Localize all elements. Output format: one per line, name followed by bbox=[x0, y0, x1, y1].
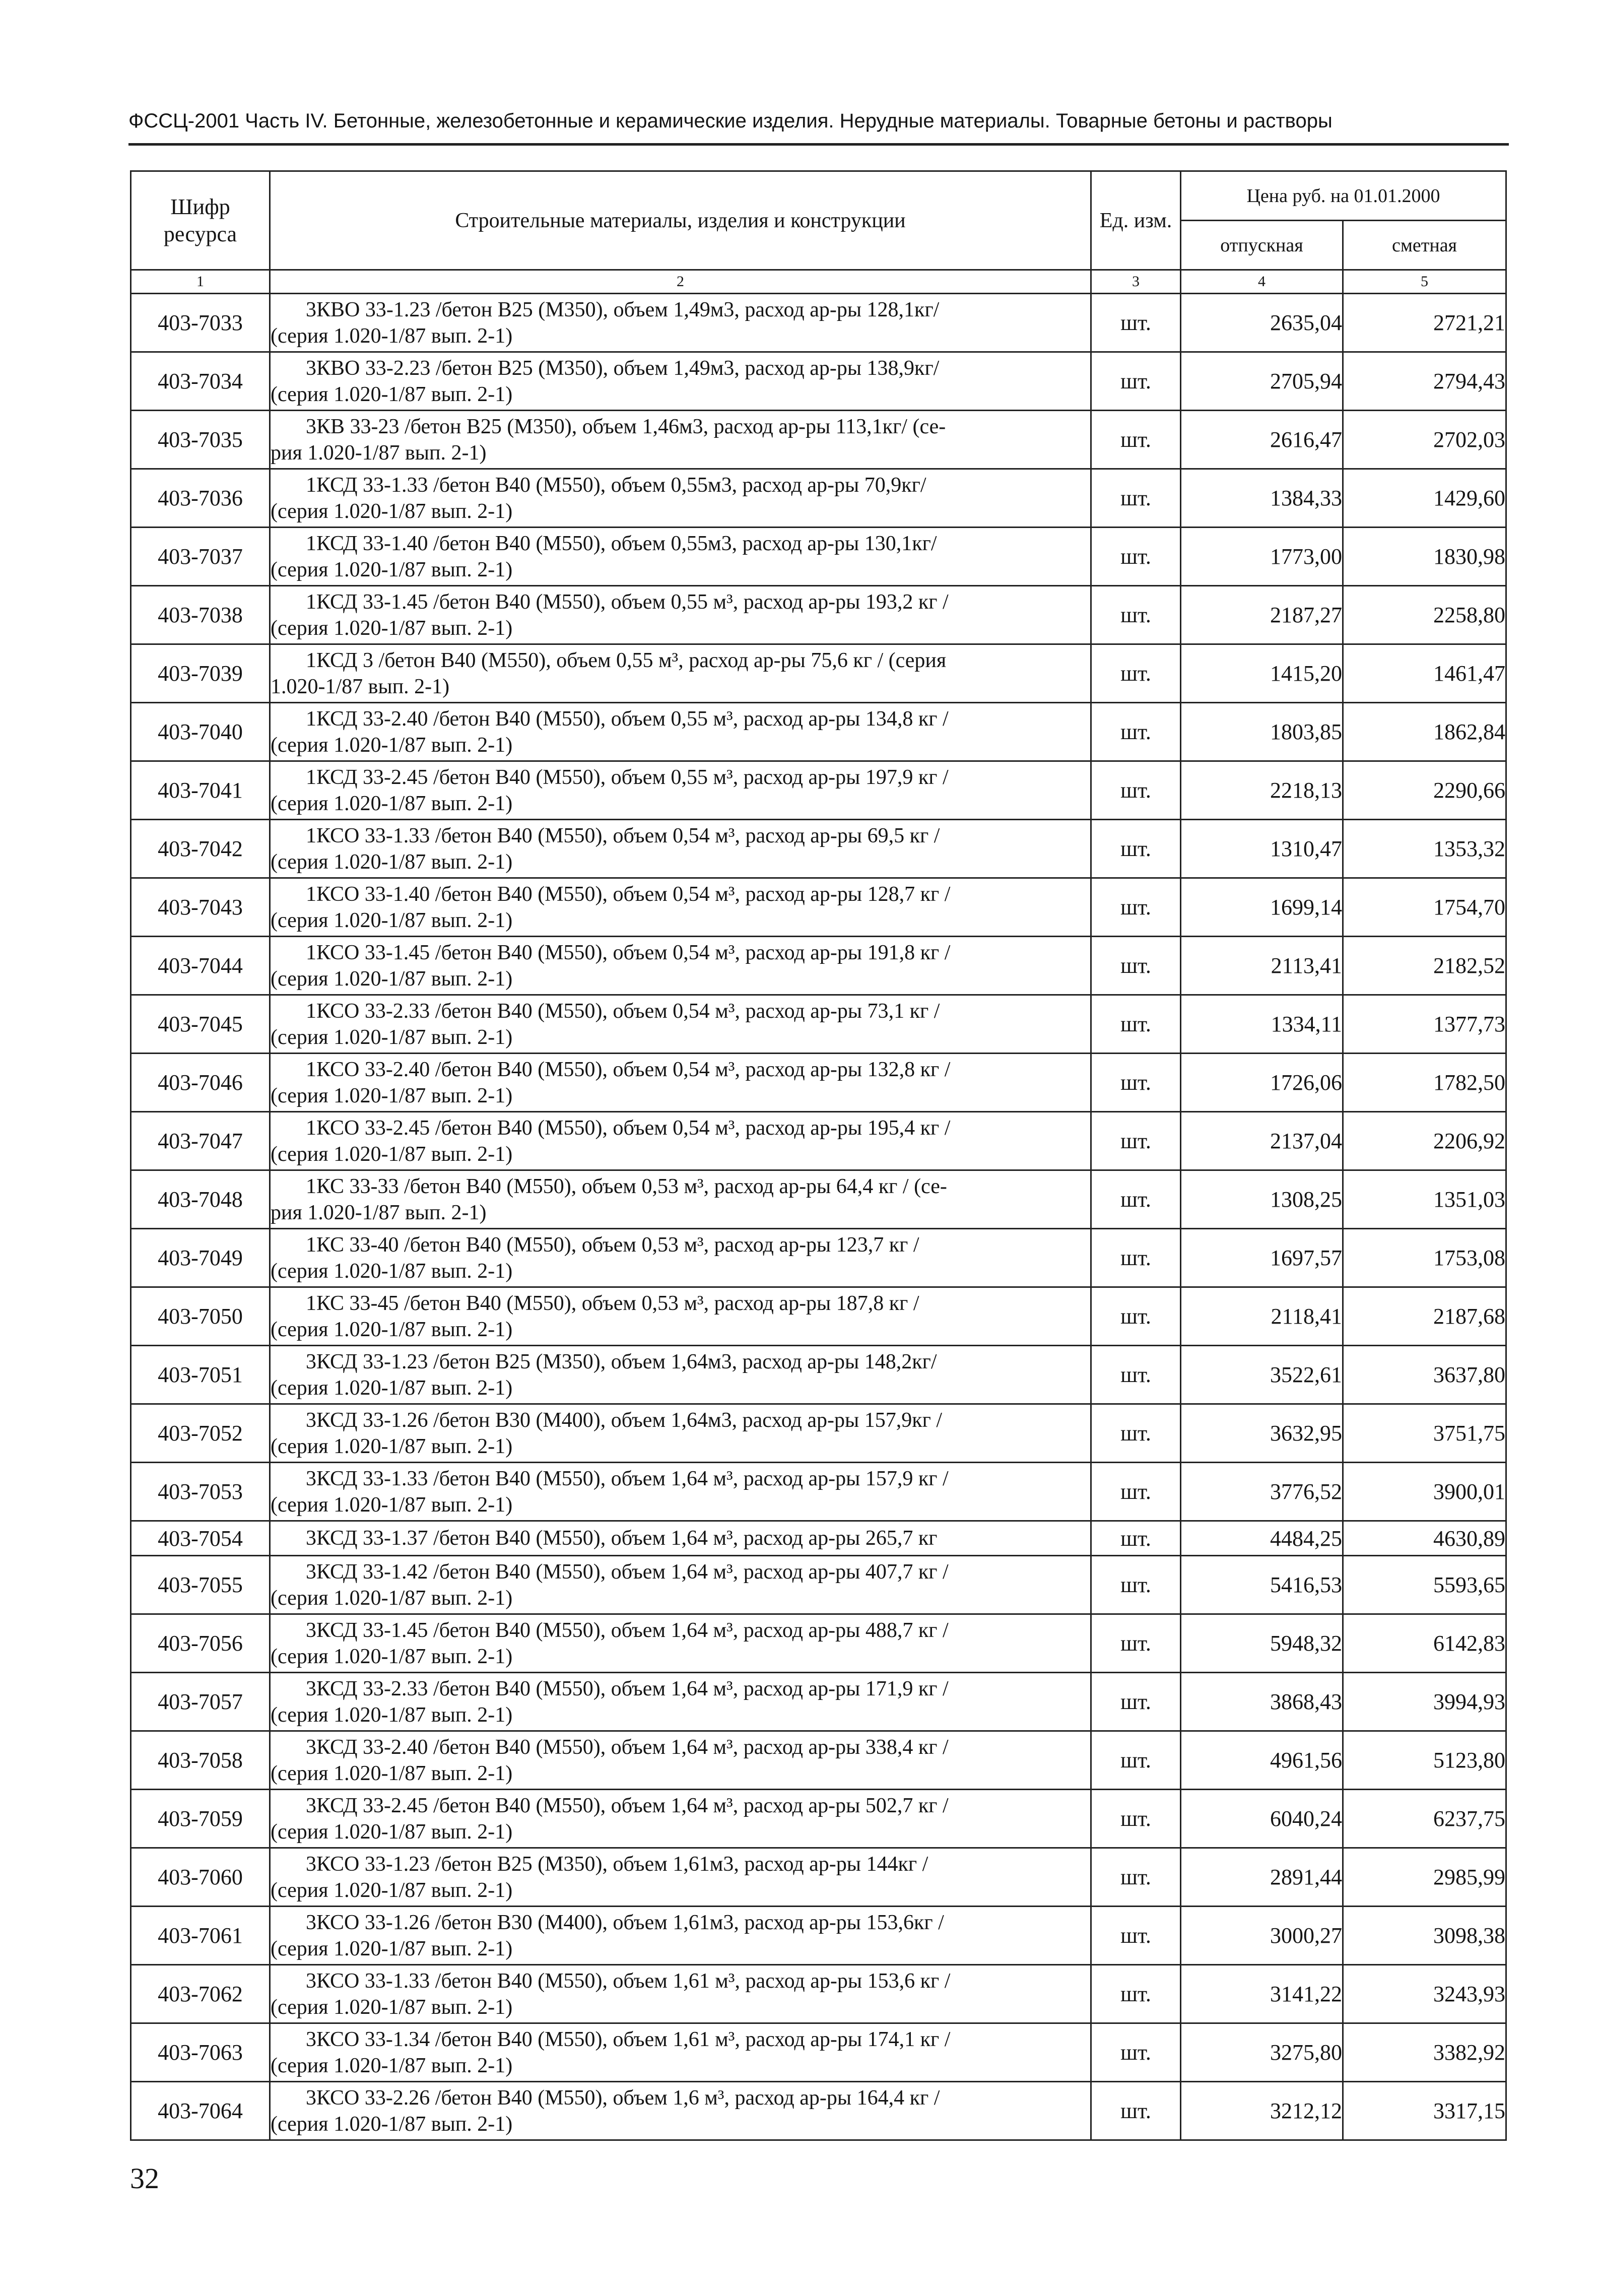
description-line: (серия 1.020-1/87 вып. 2-1) bbox=[271, 616, 513, 640]
unit: шт. bbox=[1091, 1112, 1181, 1170]
material-description bbox=[270, 644, 1091, 703]
table-row bbox=[131, 1229, 1506, 1287]
description-line: 3КСО 33-1.26 /бетон В30 (М400), объем 1,61м3, расход ар-ры 153,6кг / bbox=[306, 1911, 944, 1934]
table-row bbox=[131, 1287, 1506, 1346]
header-estimate-price: сметная bbox=[1343, 221, 1506, 270]
resource-code: 403-7051 bbox=[131, 1346, 270, 1404]
estimate-price: 2258,80 bbox=[1343, 586, 1506, 644]
resource-code: 403-7050 bbox=[131, 1287, 270, 1346]
description-line: 1КСО 33-1.33 /бетон В40 (М550), объем 0,54 м³, расход ар-ры 69,5 кг / bbox=[306, 824, 940, 847]
unit: шт. bbox=[1091, 1521, 1181, 1556]
running-header: ФССЦ-2001 Часть IV. Бетонные, железобетонные и керамические изделия. Нерудные материалы. Товарные бетоны и растворы bbox=[128, 110, 1333, 132]
material-description bbox=[270, 878, 1091, 937]
unit: шт. bbox=[1091, 352, 1181, 411]
description-line: 1КСО 33-1.45 /бетон В40 (М550), объем 0,54 м³, расход ар-ры 191,8 кг / bbox=[306, 941, 951, 964]
estimate-price: 6142,83 bbox=[1343, 1614, 1506, 1673]
resource-code: 403-7058 bbox=[131, 1731, 270, 1790]
table-row bbox=[131, 2082, 1506, 2140]
material-description bbox=[270, 703, 1091, 761]
description-line: 3КСД 33-2.33 /бетон В40 (М550), объем 1,64 м³, расход ар-ры 171,9 кг / bbox=[306, 1677, 949, 1700]
column-number: 1 bbox=[131, 270, 270, 294]
resource-code: 403-7052 bbox=[131, 1404, 270, 1463]
resource-code: 403-7059 bbox=[131, 1790, 270, 1848]
description-line: 1КСО 33-2.45 /бетон В40 (М550), объем 0,54 м³, расход ар-ры 195,4 кг / bbox=[306, 1116, 951, 1140]
estimate-price: 3098,38 bbox=[1343, 1907, 1506, 1965]
release-price: 2187,27 bbox=[1181, 586, 1343, 644]
release-price: 6040,24 bbox=[1181, 1790, 1343, 1848]
release-price: 3141,22 bbox=[1181, 1965, 1343, 2023]
estimate-price: 2206,92 bbox=[1343, 1112, 1506, 1170]
material-description bbox=[270, 1907, 1091, 1965]
resource-code: 403-7035 bbox=[131, 411, 270, 469]
table-row bbox=[131, 1614, 1506, 1673]
unit: шт. bbox=[1091, 1731, 1181, 1790]
material-description bbox=[270, 469, 1091, 528]
description-line: 3КВ 33-23 /бетон В25 (М350), объем 1,46м3, расход ар-ры 113,1кг/ (се- bbox=[306, 415, 946, 438]
unit: шт. bbox=[1091, 703, 1181, 761]
column-number: 5 bbox=[1343, 270, 1506, 294]
description-line: 3КВО 33-1.23 /бетон В25 (М350), объем 1,49м3, расход ар-ры 128,1кг/ bbox=[306, 298, 940, 321]
description-line: (серия 1.020-1/87 вып. 2-1) bbox=[271, 1586, 513, 1610]
estimate-price: 3243,93 bbox=[1343, 1965, 1506, 2023]
estimate-price: 5593,65 bbox=[1343, 1556, 1506, 1614]
material-description bbox=[270, 1731, 1091, 1790]
table-row bbox=[131, 1404, 1506, 1463]
table-row bbox=[131, 1170, 1506, 1229]
column-number: 4 bbox=[1181, 270, 1343, 294]
material-description bbox=[270, 1848, 1091, 1907]
estimate-price: 2187,68 bbox=[1343, 1287, 1506, 1346]
material-description bbox=[270, 1965, 1091, 2023]
estimate-price: 2702,03 bbox=[1343, 411, 1506, 469]
description-line: (серия 1.020-1/87 вып. 2-1) bbox=[271, 850, 513, 874]
estimate-price: 5123,80 bbox=[1343, 1731, 1506, 1790]
release-price: 2118,41 bbox=[1181, 1287, 1343, 1346]
release-price: 2137,04 bbox=[1181, 1112, 1343, 1170]
table-row bbox=[131, 1790, 1506, 1848]
material-description bbox=[270, 2082, 1091, 2140]
release-price: 3776,52 bbox=[1181, 1463, 1343, 1521]
estimate-price: 1429,60 bbox=[1343, 469, 1506, 528]
material-description bbox=[270, 1463, 1091, 1521]
price-table bbox=[130, 170, 1507, 2141]
resource-code: 403-7044 bbox=[131, 937, 270, 995]
table-row bbox=[131, 820, 1506, 878]
description-line: (серия 1.020-1/87 вып. 2-1) bbox=[271, 1878, 513, 1902]
description-line: (серия 1.020-1/87 вып. 2-1) bbox=[271, 1084, 513, 1107]
material-description bbox=[270, 1229, 1091, 1287]
release-price: 2891,44 bbox=[1181, 1848, 1343, 1907]
header-release-price: отпускная bbox=[1181, 221, 1343, 270]
release-price: 1415,20 bbox=[1181, 644, 1343, 703]
release-price: 3212,12 bbox=[1181, 2082, 1343, 2140]
release-price: 1699,14 bbox=[1181, 878, 1343, 937]
description-line: 3КСО 33-1.23 /бетон В25 (М350), объем 1,61м3, расход ар-ры 144кг / bbox=[306, 1852, 928, 1876]
estimate-price: 1830,98 bbox=[1343, 528, 1506, 586]
resource-code: 403-7038 bbox=[131, 586, 270, 644]
header-name: Строительные материалы, изделия и конструкции bbox=[270, 171, 1091, 270]
release-price: 1773,00 bbox=[1181, 528, 1343, 586]
release-price: 5416,53 bbox=[1181, 1556, 1343, 1614]
description-line: (серия 1.020-1/87 вып. 2-1) bbox=[271, 1645, 513, 1668]
unit: шт. bbox=[1091, 1673, 1181, 1731]
table-row bbox=[131, 1463, 1506, 1521]
description-line: (серия 1.020-1/87 вып. 2-1) bbox=[271, 558, 513, 581]
release-price: 2113,41 bbox=[1181, 937, 1343, 995]
unit: шт. bbox=[1091, 820, 1181, 878]
resource-code: 403-7041 bbox=[131, 761, 270, 820]
description-line: (серия 1.020-1/87 вып. 2-1) bbox=[271, 1761, 513, 1785]
resource-code: 403-7037 bbox=[131, 528, 270, 586]
description-line: 1.020-1/87 вып. 2-1) bbox=[271, 675, 450, 698]
estimate-price: 1461,47 bbox=[1343, 644, 1506, 703]
description-line: 1КС 33-40 /бетон В40 (М550), объем 0,53 м³, расход ар-ры 123,7 кг / bbox=[306, 1233, 919, 1257]
unit: шт. bbox=[1091, 1346, 1181, 1404]
release-price: 4961,56 bbox=[1181, 1731, 1343, 1790]
description-line: 1КСО 33-1.40 /бетон В40 (М550), объем 0,54 м³, расход ар-ры 128,7 кг / bbox=[306, 882, 951, 906]
material-description bbox=[270, 1790, 1091, 1848]
table-row bbox=[131, 2023, 1506, 2082]
release-price: 1308,25 bbox=[1181, 1170, 1343, 1229]
unit: шт. bbox=[1091, 878, 1181, 937]
resource-code: 403-7036 bbox=[131, 469, 270, 528]
material-description bbox=[270, 1287, 1091, 1346]
release-price: 1697,57 bbox=[1181, 1229, 1343, 1287]
description-line: (серия 1.020-1/87 вып. 2-1) bbox=[271, 967, 513, 991]
unit: шт. bbox=[1091, 1404, 1181, 1463]
material-description bbox=[270, 1054, 1091, 1112]
material-description bbox=[270, 1404, 1091, 1463]
material-description bbox=[270, 294, 1091, 352]
description-line: (серия 1.020-1/87 вып. 2-1) bbox=[271, 324, 513, 348]
table-row bbox=[131, 1848, 1506, 1907]
unit: шт. bbox=[1091, 586, 1181, 644]
table-row bbox=[131, 1673, 1506, 1731]
release-price: 1726,06 bbox=[1181, 1054, 1343, 1112]
release-price: 2635,04 bbox=[1181, 294, 1343, 352]
material-description bbox=[270, 1521, 1091, 1556]
release-price: 3868,43 bbox=[1181, 1673, 1343, 1731]
table-row bbox=[131, 1346, 1506, 1404]
description-line: 1КС 33-33 /бетон В40 (М550), объем 0,53 м³, расход ар-ры 64,4 кг / (се- bbox=[306, 1174, 947, 1198]
description-line: (серия 1.020-1/87 вып. 2-1) bbox=[271, 382, 513, 406]
resource-code: 403-7039 bbox=[131, 644, 270, 703]
resource-code: 403-7061 bbox=[131, 1907, 270, 1965]
table-row bbox=[131, 1112, 1506, 1170]
header-unit: Ед. изм. bbox=[1091, 171, 1181, 270]
material-description bbox=[270, 586, 1091, 644]
description-line: 3КВО 33-2.23 /бетон В25 (М350), объем 1,49м3, расход ар-ры 138,9кг/ bbox=[306, 356, 940, 380]
table-row bbox=[131, 586, 1506, 644]
estimate-price: 2985,99 bbox=[1343, 1848, 1506, 1907]
release-price: 5948,32 bbox=[1181, 1614, 1343, 1673]
table-row bbox=[131, 352, 1506, 411]
table-row bbox=[131, 1965, 1506, 2023]
resource-code: 403-7043 bbox=[131, 878, 270, 937]
table-row bbox=[131, 294, 1506, 352]
unit: шт. bbox=[1091, 1614, 1181, 1673]
description-line: 3КСД 33-1.33 /бетон В40 (М550), объем 1,64 м³, расход ар-ры 157,9 кг / bbox=[306, 1467, 949, 1490]
resource-code: 403-7055 bbox=[131, 1556, 270, 1614]
estimate-price: 3900,01 bbox=[1343, 1463, 1506, 1521]
release-price: 1803,85 bbox=[1181, 703, 1343, 761]
unit: шт. bbox=[1091, 1965, 1181, 2023]
description-line: (серия 1.020-1/87 вып. 2-1) bbox=[271, 1820, 513, 1844]
description-line: (серия 1.020-1/87 вып. 2-1) bbox=[271, 2112, 513, 2136]
table-row bbox=[131, 1521, 1506, 1556]
header-price: Цена руб. на 01.01.2000 bbox=[1181, 171, 1506, 221]
unit: шт. bbox=[1091, 2082, 1181, 2140]
material-description bbox=[270, 995, 1091, 1054]
description-line: 3КСО 33-1.33 /бетон В40 (М550), объем 1,61 м³, расход ар-ры 153,6 кг / bbox=[306, 1969, 951, 1993]
table-row bbox=[131, 1054, 1506, 1112]
description-line: (серия 1.020-1/87 вып. 2-1) bbox=[271, 1376, 513, 1400]
header-rule bbox=[128, 143, 1509, 146]
material-description bbox=[270, 1614, 1091, 1673]
table-row bbox=[131, 411, 1506, 469]
release-price: 3275,80 bbox=[1181, 2023, 1343, 2082]
description-line: 3КСД 33-1.42 /бетон В40 (М550), объем 1,64 м³, расход ар-ры 407,7 кг / bbox=[306, 1560, 949, 1584]
unit: шт. bbox=[1091, 1848, 1181, 1907]
description-line: (серия 1.020-1/87 вып. 2-1) bbox=[271, 908, 513, 932]
description-line: 1КСД 33-1.40 /бетон В40 (М550), объем 0,55м3, расход ар-ры 130,1кг/ bbox=[306, 532, 937, 555]
description-line: (серия 1.020-1/87 вып. 2-1) bbox=[271, 1142, 513, 1166]
unit: шт. bbox=[1091, 1229, 1181, 1287]
description-line: 3КСД 33-2.45 /бетон В40 (М550), объем 1,64 м³, расход ар-ры 502,7 кг / bbox=[306, 1794, 949, 1817]
unit: шт. bbox=[1091, 1287, 1181, 1346]
description-line: 3КСД 33-1.37 /бетон В40 (М550), объем 1,64 м³, расход ар-ры 265,7 кг bbox=[306, 1527, 938, 1550]
estimate-price: 3637,80 bbox=[1343, 1346, 1506, 1404]
resource-code: 403-7046 bbox=[131, 1054, 270, 1112]
material-description bbox=[270, 1112, 1091, 1170]
unit: шт. bbox=[1091, 469, 1181, 528]
release-price: 2616,47 bbox=[1181, 411, 1343, 469]
estimate-price: 2794,43 bbox=[1343, 352, 1506, 411]
resource-code: 403-7054 bbox=[131, 1521, 270, 1556]
resource-code: 403-7049 bbox=[131, 1229, 270, 1287]
description-line: 1КС 33-45 /бетон В40 (М550), объем 0,53 м³, расход ар-ры 187,8 кг / bbox=[306, 1291, 919, 1315]
material-description bbox=[270, 1346, 1091, 1404]
estimate-price: 1753,08 bbox=[1343, 1229, 1506, 1287]
unit: шт. bbox=[1091, 1556, 1181, 1614]
description-line: (серия 1.020-1/87 вып. 2-1) bbox=[271, 1493, 513, 1517]
table-row bbox=[131, 1907, 1506, 1965]
estimate-price: 2182,52 bbox=[1343, 937, 1506, 995]
resource-code: 403-7048 bbox=[131, 1170, 270, 1229]
resource-code: 403-7064 bbox=[131, 2082, 270, 2140]
unit: шт. bbox=[1091, 1170, 1181, 1229]
release-price: 1334,11 bbox=[1181, 995, 1343, 1054]
resource-code: 403-7063 bbox=[131, 2023, 270, 2082]
material-description bbox=[270, 411, 1091, 469]
estimate-price: 6237,75 bbox=[1343, 1790, 1506, 1848]
release-price: 3522,61 bbox=[1181, 1346, 1343, 1404]
unit: шт. bbox=[1091, 528, 1181, 586]
table-row bbox=[131, 878, 1506, 937]
table-row bbox=[131, 528, 1506, 586]
description-line: 1КСД 3 /бетон В40 (М550), объем 0,55 м³, расход ар-ры 75,6 кг / (серия bbox=[306, 648, 947, 672]
description-line: (серия 1.020-1/87 вып. 2-1) bbox=[271, 792, 513, 815]
description-line: 3КСД 33-1.23 /бетон В25 (М350), объем 1,64м3, расход ар-ры 148,2кг/ bbox=[306, 1350, 937, 1373]
description-line: (серия 1.020-1/87 вып. 2-1) bbox=[271, 1703, 513, 1727]
resource-code: 403-7040 bbox=[131, 703, 270, 761]
description-line: (серия 1.020-1/87 вып. 2-1) bbox=[271, 2054, 513, 2077]
description-line: (серия 1.020-1/87 вып. 2-1) bbox=[271, 1937, 513, 1960]
release-price: 4484,25 bbox=[1181, 1521, 1343, 1556]
release-price: 3632,95 bbox=[1181, 1404, 1343, 1463]
material-description bbox=[270, 761, 1091, 820]
table-row bbox=[131, 469, 1506, 528]
resource-code: 403-7047 bbox=[131, 1112, 270, 1170]
description-line: 1КСД 33-2.40 /бетон В40 (М550), объем 0,55 м³, расход ар-ры 134,8 кг / bbox=[306, 707, 949, 731]
table-row bbox=[131, 644, 1506, 703]
unit: шт. bbox=[1091, 995, 1181, 1054]
table-row bbox=[131, 937, 1506, 995]
description-line: (серия 1.020-1/87 вып. 2-1) bbox=[271, 1025, 513, 1049]
description-line: 1КСО 33-2.40 /бетон В40 (М550), объем 0,54 м³, расход ар-ры 132,8 кг / bbox=[306, 1058, 951, 1081]
description-line: рия 1.020-1/87 вып. 2-1) bbox=[271, 1201, 487, 1224]
release-price: 1310,47 bbox=[1181, 820, 1343, 878]
material-description bbox=[270, 1556, 1091, 1614]
material-description bbox=[270, 1170, 1091, 1229]
material-description bbox=[270, 528, 1091, 586]
estimate-price: 2290,66 bbox=[1343, 761, 1506, 820]
estimate-price: 1353,32 bbox=[1343, 820, 1506, 878]
unit: шт. bbox=[1091, 1463, 1181, 1521]
release-price: 3000,27 bbox=[1181, 1907, 1343, 1965]
estimate-price: 2721,21 bbox=[1343, 294, 1506, 352]
estimate-price: 1782,50 bbox=[1343, 1054, 1506, 1112]
resource-code: 403-7034 bbox=[131, 352, 270, 411]
unit: шт. bbox=[1091, 937, 1181, 995]
estimate-price: 1754,70 bbox=[1343, 878, 1506, 937]
estimate-price: 3751,75 bbox=[1343, 1404, 1506, 1463]
resource-code: 403-7056 bbox=[131, 1614, 270, 1673]
estimate-price: 4630,89 bbox=[1343, 1521, 1506, 1556]
table-row bbox=[131, 761, 1506, 820]
description-line: (серия 1.020-1/87 вып. 2-1) bbox=[271, 499, 513, 523]
resource-code: 403-7033 bbox=[131, 294, 270, 352]
resource-code: 403-7042 bbox=[131, 820, 270, 878]
table-row bbox=[131, 703, 1506, 761]
resource-code: 403-7053 bbox=[131, 1463, 270, 1521]
description-line: 1КСД 33-2.45 /бетон В40 (М550), объем 0,55 м³, расход ар-ры 197,9 кг / bbox=[306, 765, 949, 789]
material-description bbox=[270, 937, 1091, 995]
description-line: 1КСО 33-2.33 /бетон В40 (М550), объем 0,54 м³, расход ар-ры 73,1 кг / bbox=[306, 999, 940, 1023]
column-number: 3 bbox=[1091, 270, 1181, 294]
description-line: (серия 1.020-1/87 вып. 2-1) bbox=[271, 1434, 513, 1458]
material-description bbox=[270, 820, 1091, 878]
estimate-price: 3382,92 bbox=[1343, 2023, 1506, 2082]
resource-code: 403-7057 bbox=[131, 1673, 270, 1731]
unit: шт. bbox=[1091, 1907, 1181, 1965]
resource-code: 403-7045 bbox=[131, 995, 270, 1054]
description-line: (серия 1.020-1/87 вып. 2-1) bbox=[271, 733, 513, 757]
unit: шт. bbox=[1091, 1054, 1181, 1112]
unit: шт. bbox=[1091, 644, 1181, 703]
release-price: 2218,13 bbox=[1181, 761, 1343, 820]
description-line: 1КСД 33-1.33 /бетон В40 (М550), объем 0,55м3, расход ар-ры 70,9кг/ bbox=[306, 473, 926, 497]
unit: шт. bbox=[1091, 1790, 1181, 1848]
description-line: 3КСД 33-1.26 /бетон В30 (М400), объем 1,64м3, расход ар-ры 157,9кг / bbox=[306, 1408, 943, 1432]
header-code: Шифр ресурса bbox=[131, 171, 270, 270]
unit: шт. bbox=[1091, 294, 1181, 352]
description-line: (серия 1.020-1/87 вып. 2-1) bbox=[271, 1995, 513, 2019]
unit: шт. bbox=[1091, 2023, 1181, 2082]
release-price: 2705,94 bbox=[1181, 352, 1343, 411]
material-description bbox=[270, 352, 1091, 411]
description-line: (серия 1.020-1/87 вып. 2-1) bbox=[271, 1318, 513, 1341]
resource-code: 403-7060 bbox=[131, 1848, 270, 1907]
resource-code: 403-7062 bbox=[131, 1965, 270, 2023]
estimate-price: 1377,73 bbox=[1343, 995, 1506, 1054]
estimate-price: 3994,93 bbox=[1343, 1673, 1506, 1731]
description-line: 3КСД 33-2.40 /бетон В40 (М550), объем 1,64 м³, расход ар-ры 338,4 кг / bbox=[306, 1735, 949, 1759]
description-line: (серия 1.020-1/87 вып. 2-1) bbox=[271, 1259, 513, 1283]
material-description bbox=[270, 1673, 1091, 1731]
unit: шт. bbox=[1091, 411, 1181, 469]
estimate-price: 3317,15 bbox=[1343, 2082, 1506, 2140]
table-row bbox=[131, 1556, 1506, 1614]
estimate-price: 1351,03 bbox=[1343, 1170, 1506, 1229]
release-price: 1384,33 bbox=[1181, 469, 1343, 528]
table-row bbox=[131, 995, 1506, 1054]
description-line: 1КСД 33-1.45 /бетон В40 (М550), объем 0,55 м³, расход ар-ры 193,2 кг / bbox=[306, 590, 949, 614]
estimate-price: 1862,84 bbox=[1343, 703, 1506, 761]
description-line: 3КСО 33-2.26 /бетон В40 (М550), объем 1,6 м³, расход ар-ры 164,4 кг / bbox=[306, 2086, 940, 2110]
material-description bbox=[270, 2023, 1091, 2082]
table-row bbox=[131, 1731, 1506, 1790]
page-number: 32 bbox=[130, 2162, 159, 2195]
description-line: 3КСО 33-1.34 /бетон В40 (М550), объем 1,61 м³, расход ар-ры 174,1 кг / bbox=[306, 2027, 951, 2051]
description-line: рия 1.020-1/87 вып. 2-1) bbox=[271, 441, 487, 465]
unit: шт. bbox=[1091, 761, 1181, 820]
description-line: 3КСД 33-1.45 /бетон В40 (М550), объем 1,64 м³, расход ар-ры 488,7 кг / bbox=[306, 1618, 949, 1642]
column-number: 2 bbox=[270, 270, 1091, 294]
